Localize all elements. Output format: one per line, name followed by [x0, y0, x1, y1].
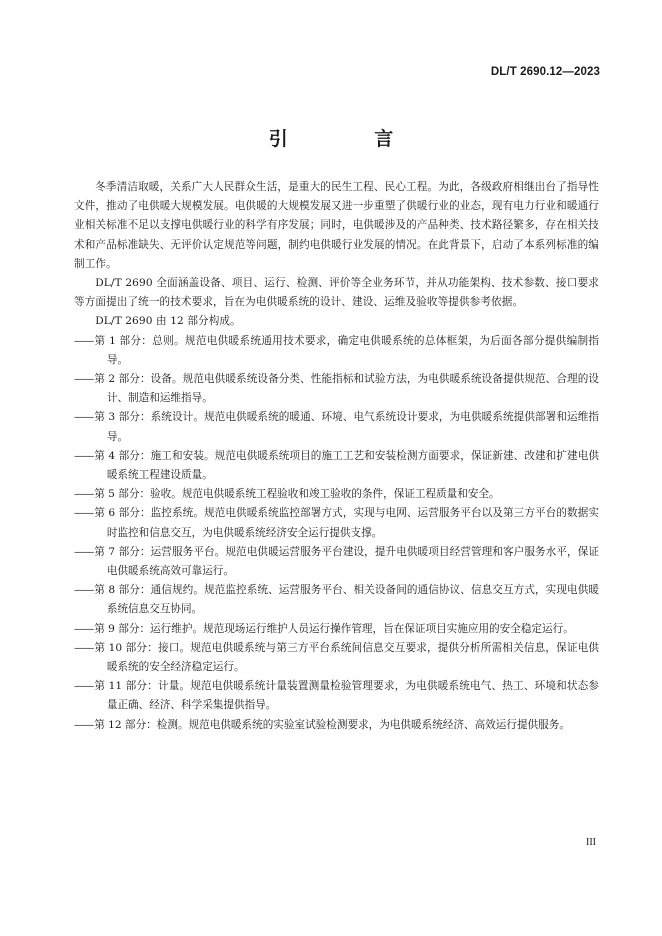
em-dash: —— [74, 507, 94, 520]
part-text: 第 9 部分：运行维护。规范现场运行维护人员运行操作管理，旨在保证项目实施应用的安全稳定运行。 [94, 622, 574, 635]
page-number: III [586, 837, 596, 848]
part-text: 第 4 部分：施工和安装。规范电供暖系统项目的施工工艺和安装检测方面要求，保证新建、改建和扩建电供暖系统工程建设质量。 [94, 449, 599, 482]
part-item [74, 716, 599, 735]
part-item [74, 543, 599, 581]
em-dash: —— [74, 373, 94, 386]
part-item [74, 504, 599, 542]
em-dash: —— [74, 449, 94, 462]
part-text: 第 12 部分：检测。规范电供暖系统的实验室试验检测要求，为电供暖系统经济、高效运行提供服务。 [94, 718, 570, 731]
em-dash: —— [74, 488, 94, 501]
part-item [74, 677, 599, 715]
part-text: 第 3 部分：系统设计。规范电供暖系统的暖通、环境、电气系统设计要求，为电供暖系统提供部署和运维指导。 [94, 411, 599, 443]
em-dash: —— [74, 411, 94, 424]
part-item [74, 370, 599, 408]
part-item [74, 485, 599, 504]
page-title: 引 言 [268, 128, 434, 150]
em-dash: —— [74, 718, 94, 731]
part-text: 第 7 部分：运营服务平台。规范电供暖运营服务平台建设，提升电供暖项目经营管理和客户服务水平，保证电供暖系统高效可靠运行。 [94, 545, 599, 578]
part-item [74, 639, 599, 677]
part-text: 第 1 部分：总则。规范电供暖系统通用技术要求，确定电供暖系统的总体框架，为后面各部分提供编制指导。 [94, 334, 599, 366]
em-dash: —— [74, 334, 94, 347]
em-dash: —— [74, 641, 94, 654]
part-item [74, 620, 599, 639]
part-text: 第 8 部分：通信规约。规范监控系统、运营服务平台、相关设备间的通信协议、信息交互方式，实现电供暖系统信息交互协同。 [94, 584, 599, 616]
part-item [74, 408, 599, 446]
em-dash: —— [74, 622, 94, 635]
intro-paragraph: DL/T 2690 由 12 部分构成。 [95, 315, 241, 328]
part-item [74, 332, 599, 370]
part-text: 第 6 部分：监控系统。规范电供暖系统监控部署方式，实现与电网、运营服务平台以及第三方平台的数据实时监控和信息交互，为电供暖系统经济安全运行提供支撑。 [94, 507, 599, 539]
em-dash: —— [74, 584, 94, 597]
intro-paragraph: DL/T 2690 全面涵盖设备、项目、运行、检测、评价等全业务环节，并从功能架构、技术参数、接口要求等方面提出了统一的技术要求，旨在为电供暖系统的设计、建设、运维及验收等提供参考依据。 [74, 277, 599, 309]
part-text: 第 10 部分：接口。规范电供暖系统与第三方平台系统间信息交互要求，提供分析所需相关信息，保证电供暖系统的安全经济稳定运行。 [94, 641, 599, 674]
part-text: 第 11 部分：计量。规范电供暖系统计量装置测量检验管理要求，为电供暖系统电气、热工、环境和状态参量正确、经济、科学采集提供指导。 [94, 680, 599, 712]
intro-paragraph: 冬季清洁取暖，关系广大人民群众生活，是重大的民生工程、民心工程。为此，各级政府相继出台了指导性文件，推动了电供暖大规模发展。电供暖的大规模发展又进一步重塑了供暖行业的业态，现有电力行业和暖通行业相关标准不足以支撑电供暖行业的科学有序发展；同时，电供暖涉及的产品种类、技术路径繁多，存在相关技术和产品标准缺失、无评价认定规范等问题，制约电供暖行业发展的情况。在此背景下，启动了本系列标准的编制工作。 [74, 181, 599, 270]
document-code: DL/T 2690.12—2023 [490, 66, 600, 78]
part-item [74, 447, 599, 485]
part-text: 第 5 部分：验收。规范电供暖系统工程验收和竣工验收的条件，保证工程质量和安全。 [94, 488, 500, 501]
document-body [74, 178, 599, 735]
part-text: 第 2 部分：设备。规范电供暖系统设备分类、性能指标和试验方法，为电供暖系统设备提供规范、合理的设计、制造和运维指导。 [94, 373, 599, 405]
em-dash: —— [74, 680, 94, 693]
em-dash: —— [74, 545, 94, 558]
part-item [74, 581, 599, 619]
